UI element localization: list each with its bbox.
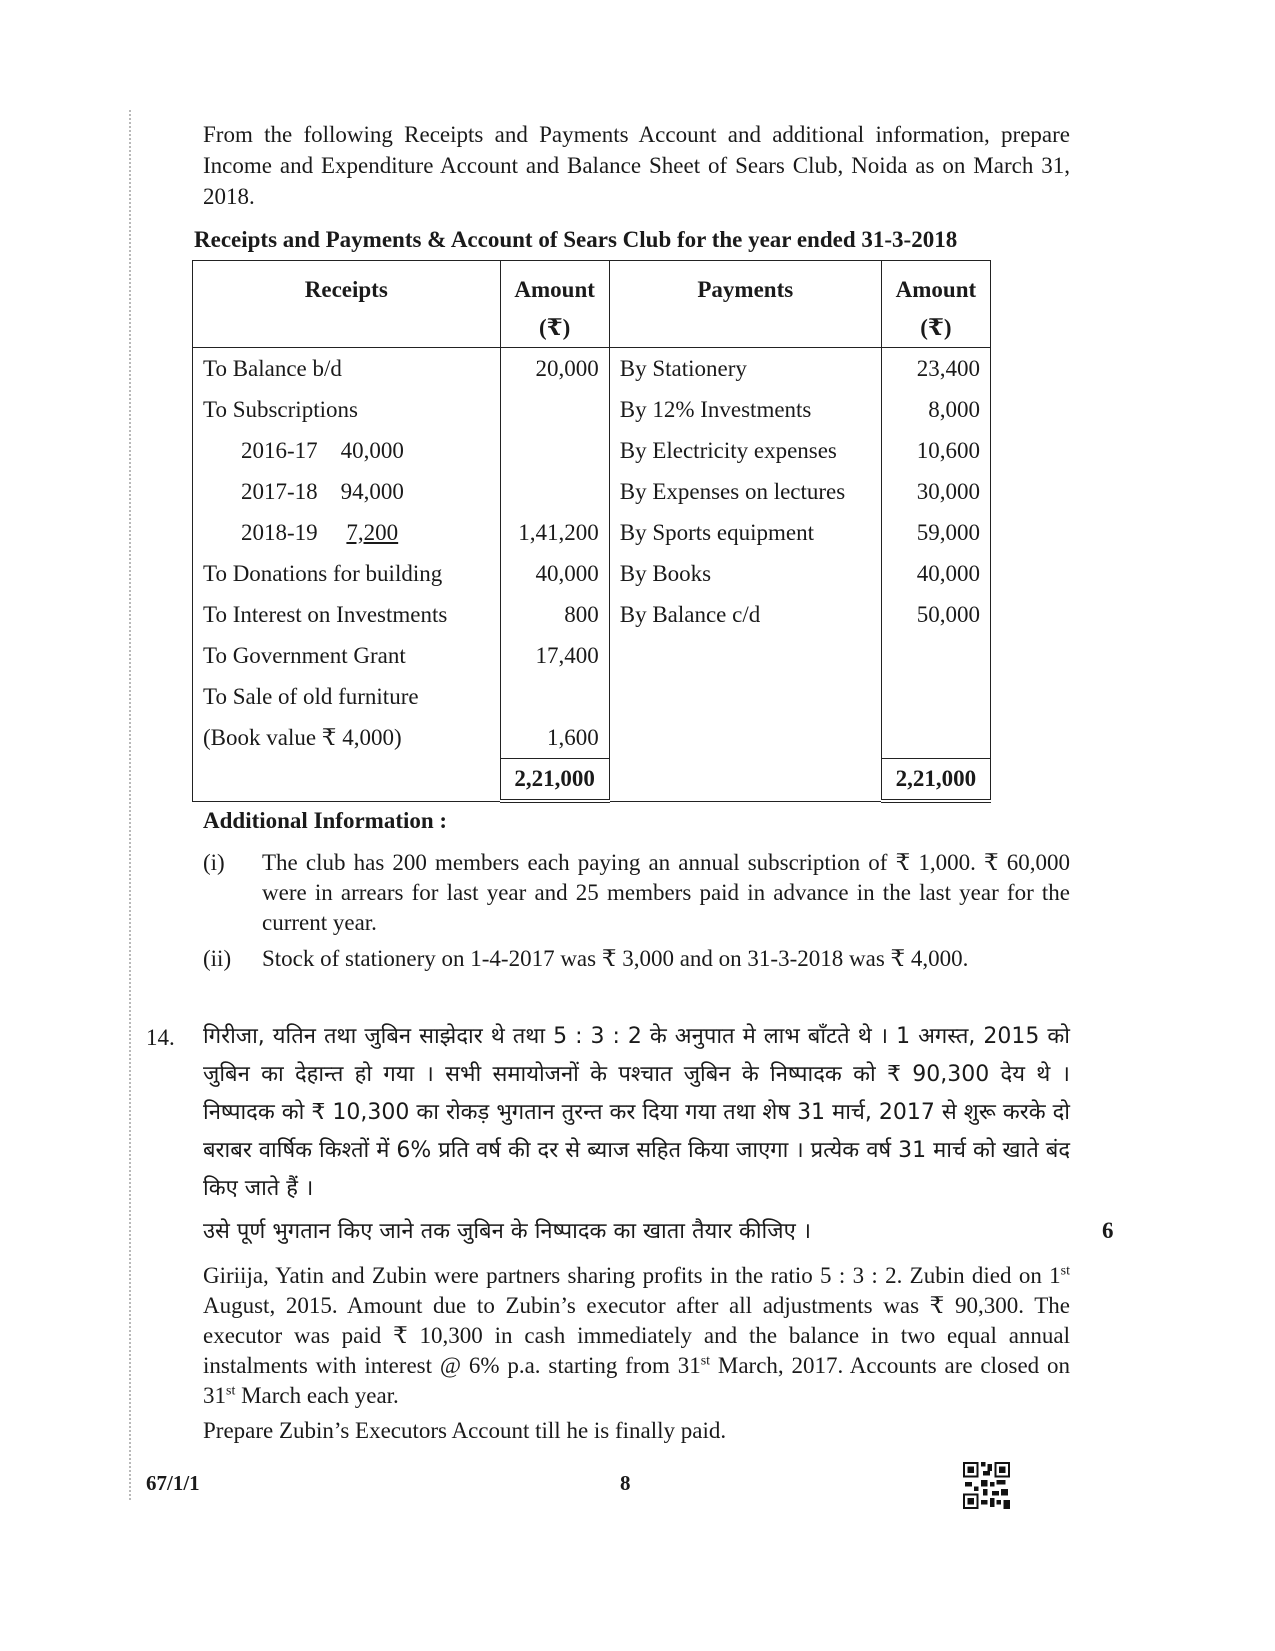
question-number: 14. xyxy=(146,1025,175,1050)
payment-cell: By 12% Investments xyxy=(609,389,881,430)
receipt-cell: To Subscriptions xyxy=(193,389,501,430)
receipt-cell: To Donations for building xyxy=(193,553,501,594)
payment-cell: By Books xyxy=(609,553,881,594)
additional-info-item xyxy=(203,944,1070,974)
item-number: (ii) xyxy=(203,946,232,971)
total-empty-cell xyxy=(193,759,501,802)
question-hindi-text: गिरीजा, यतिन तथा जुबिन साझेदार थे तथा 5 : 3 : 2 के अनुपात मे लाभ बाँटते थे । 1 अगस्त, 2015 को जुबिन का देहान्त हो गया । सभी समायोजनों के पश्चात जुबिन के निष्पादक को ₹ 90,300 देय थे । निष्पादक को ₹ 10,300 का रोकड़ भुगतान तुरन्त कर दिया गया तथा शेष 31 मार्च, 2017 से शुरू करके दो बराबर वार्षिक किश्तों में 6% प्रति वर्ष की दर से ब्याज सहित किया जाएगा । प्रत्येक वर्ष 31 मार्च को खाते बंद किए जाते हैं । xyxy=(203,1024,1071,1201)
header-payments xyxy=(609,261,881,348)
table-row xyxy=(193,348,991,390)
receipt-amount-cell: 17,400 xyxy=(500,635,609,676)
receipt-cell: To Interest on Investments xyxy=(193,594,501,635)
table-row xyxy=(193,594,991,635)
header-receipts xyxy=(193,261,501,348)
subscription-value: 94,000 xyxy=(340,478,404,504)
total-empty-cell xyxy=(609,759,881,802)
payment-cell xyxy=(609,676,881,717)
receipt-amount-cell xyxy=(500,389,609,430)
table-row xyxy=(193,717,991,759)
payment-amount-cell xyxy=(881,635,990,676)
question-intro: From the following Receipts and Payments Account and additional information, prepare Income and Expenditure Account and Balance Sheet of Sears Club, Noida as on March 31, 2018. xyxy=(203,122,1070,209)
subscription-year: 2018-19 xyxy=(241,519,318,545)
header-amount-unit: (₹) xyxy=(920,315,952,340)
receipt-amount-cell xyxy=(500,676,609,717)
table-row xyxy=(193,389,991,430)
english-text-part: March, 2017. Accounts are closed on 31 xyxy=(203,1353,1070,1408)
payment-amount-cell: 10,600 xyxy=(881,430,990,471)
question-english-instruction: Prepare Zubin’s Executors Account till he is finally paid. xyxy=(203,1418,727,1443)
table-header-row xyxy=(193,261,991,348)
payment-amount-cell: 50,000 xyxy=(881,594,990,635)
page-number: 8 xyxy=(620,1471,631,1495)
subscription-value: 40,000 xyxy=(340,437,404,463)
receipts-payments-table xyxy=(192,260,991,803)
english-text-part: March each year. xyxy=(235,1383,399,1408)
subscription-value: 7,200 xyxy=(346,519,399,545)
qr-code-icon xyxy=(963,1462,1010,1509)
payment-cell: By Sports equipment xyxy=(609,512,881,553)
question-hindi-instruction: उसे पूर्ण भुगतान किए जाने तक जुबिन के निष्पादक का खाता तैयार कीजिए । xyxy=(203,1219,812,1244)
payment-cell: By Electricity expenses xyxy=(609,430,881,471)
header-receipts-label: Receipts xyxy=(304,277,388,302)
question-marks: 6 xyxy=(1102,1218,1114,1243)
header-amount-unit: (₹) xyxy=(538,315,571,340)
header-amount-label: Amount xyxy=(895,277,977,302)
payment-amount-cell: 30,000 xyxy=(881,471,990,512)
question-english-text xyxy=(203,1261,1070,1411)
table-row xyxy=(193,430,991,471)
receipt-amount-cell: 1,41,200 xyxy=(500,512,609,553)
header-amount-label: Amount xyxy=(514,277,595,302)
payment-cell xyxy=(609,717,881,759)
payment-cell: By Stationery xyxy=(609,348,881,390)
additional-info-heading: Additional Information : xyxy=(203,808,448,833)
additional-info-item xyxy=(203,848,1070,938)
subscription-year: 2017-18 xyxy=(241,478,318,504)
receipt-amount-cell: 40,000 xyxy=(500,553,609,594)
table-row xyxy=(193,553,991,594)
receipt-cell: (Book value ₹ 4,000) xyxy=(193,717,501,759)
ordinal-suffix: st xyxy=(1060,1263,1070,1279)
subscription-year: 2016-17 xyxy=(241,437,318,463)
payment-cell: By Expenses on lectures xyxy=(609,471,881,512)
payment-amount-cell: 59,000 xyxy=(881,512,990,553)
payment-cell xyxy=(609,635,881,676)
item-text: The club has 200 members each paying an annual subscription of ₹ 1,000. ₹ 60,000 were in arrears for last year and 25 members paid in advance in the last year for the current year. xyxy=(262,850,1070,935)
payment-amount-cell: 23,400 xyxy=(881,348,990,390)
subscription-year-cell xyxy=(193,430,501,471)
total-receipts: 2,21,000 xyxy=(500,759,609,802)
header-amount-receipts xyxy=(500,261,609,348)
english-text-part: August, 2015. Amount due to Zubin’s executor after all adjustments was ₹ 90,300. The executor was paid ₹ 10,300 in cash immediately and the balance in two equal annual instalments with interest @ 6% p.a. starting from 31 xyxy=(203,1293,1070,1378)
receipt-amount-cell: 20,000 xyxy=(500,348,609,390)
payment-amount-cell xyxy=(881,717,990,759)
header-payments-label: Payments xyxy=(697,277,794,302)
total-payments: 2,21,000 xyxy=(881,759,990,802)
receipt-cell: To Government Grant xyxy=(193,635,501,676)
margin-dotted-line xyxy=(129,110,131,1500)
receipt-cell: To Sale of old furniture xyxy=(193,676,501,717)
receipt-amount-cell xyxy=(500,471,609,512)
table-row xyxy=(193,635,991,676)
payment-amount-cell: 8,000 xyxy=(881,389,990,430)
table-row xyxy=(193,676,991,717)
ordinal-suffix: st xyxy=(700,1353,711,1369)
payment-amount-cell xyxy=(881,676,990,717)
receipt-amount-cell: 1,600 xyxy=(500,717,609,759)
payment-cell: By Balance c/d xyxy=(609,594,881,635)
total-row xyxy=(193,759,991,802)
receipt-amount-cell: 800 xyxy=(500,594,609,635)
header-amount-payments xyxy=(881,261,990,348)
subscription-year-cell xyxy=(193,471,501,512)
payment-amount-cell: 40,000 xyxy=(881,553,990,594)
table-row xyxy=(193,471,991,512)
item-text: Stock of stationery on 1-4-2017 was ₹ 3,000 and on 31-3-2018 was ₹ 4,000. xyxy=(262,946,969,971)
ordinal-suffix: st xyxy=(226,1383,236,1399)
subscription-year-cell xyxy=(193,512,501,553)
receipt-cell: To Balance b/d xyxy=(193,348,501,390)
table-title: Receipts and Payments & Account of Sears Club for the year ended 31-3-2018 xyxy=(194,227,958,252)
paper-code: 67/1/1 xyxy=(146,1471,200,1495)
receipt-amount-cell xyxy=(500,430,609,471)
table-row xyxy=(193,512,991,553)
item-number: (i) xyxy=(203,850,225,875)
english-text-part: Giriija, Yatin and Zubin were partners sharing profits in the ratio 5 : 3 : 2. Zubin died on 1 xyxy=(203,1263,1061,1288)
